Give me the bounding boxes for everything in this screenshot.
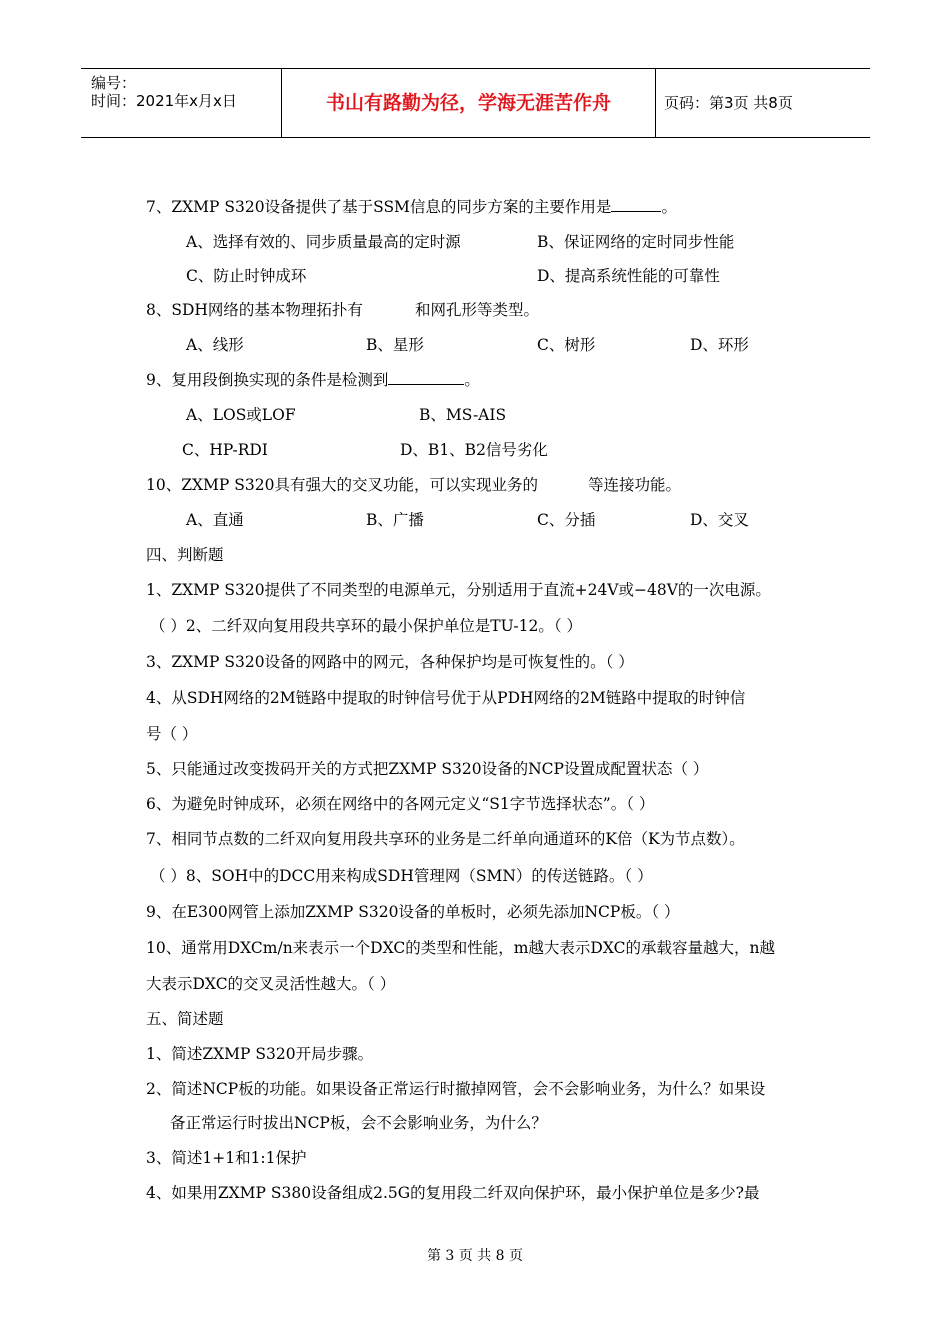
- section-5-title: 五、简述题: [146, 1010, 224, 1028]
- q7-option-c: C、防止时钟成环: [186, 267, 307, 285]
- q9-option-c: C、HP-RDI: [182, 441, 268, 459]
- sa-line: 1、简述ZXMP S320开局步骤。: [146, 1045, 374, 1063]
- sa-line: 4、如果用ZXMP S380设备组成2.5G的复用段二纤双向保护环，最小保护单位是多少?最: [146, 1184, 760, 1202]
- q8-option-a: A、线形: [186, 336, 244, 354]
- sa-line: 2、简述NCP板的功能。如果设备正常运行时撤掉网管，会不会影响业务，为什么？如果设: [146, 1080, 766, 1098]
- tf-line: 大表示DXC的交叉灵活性越大。（ ）: [146, 975, 396, 993]
- question-10: 10、ZXMP S320具有强大的交叉功能，可以实现业务的 等连接功能。: [146, 476, 681, 494]
- q9-option-d: D、B1、B2信号劣化: [400, 441, 548, 459]
- number-label: 编号：: [91, 74, 137, 92]
- tf-line: 4、从SDH网络的2M链路中提取的时钟信号优于从PDH网络的2M链路中提取的时钟信: [146, 689, 746, 707]
- page-footer: 第 3 页 共 8 页: [426, 1248, 524, 1264]
- q8-option-d: D、环形: [690, 336, 749, 354]
- q9-option-b: B、MS-AIS: [419, 406, 507, 424]
- q10-option-b: B、广播: [366, 511, 424, 529]
- section-4-title: 四、判断题: [146, 546, 224, 564]
- tf-line: 10、通常用DXCm/n来表示一个DXC的类型和性能，m越大表示DXC的承载容量越大，n越: [146, 939, 775, 957]
- sa-line: 3、简述1+1和1:1保护: [146, 1149, 307, 1167]
- sa-line: 备正常运行时拔出NCP板，会不会影响业务，为什么？: [170, 1114, 547, 1132]
- question-8: 8、SDH网络的基本物理拓扑有 和网孔形等类型。: [146, 301, 539, 319]
- page-info: 页码：第3页 共8页: [664, 94, 793, 112]
- tf-line: 5、只能通过改变拨码开关的方式把ZXMP S320设备的NCP设置成配置状态（ ）: [146, 760, 709, 778]
- motto: 书山有路勤为径，学海无涯苦作舟: [325, 92, 611, 114]
- tf-line: （ ）2、二纤双向复用段共享环的最小保护单位是TU-12。（ ）: [150, 617, 583, 635]
- tf-line: 号（ ）: [146, 725, 198, 743]
- header-right-cell: [656, 69, 870, 137]
- q7-option-b: B、保证网络的定时同步性能: [537, 233, 735, 251]
- header-left-cell: [81, 69, 282, 137]
- question-7: 7、ZXMP S320设备提供了基于SSM信息的同步方案的主要作用是 。: [146, 198, 677, 216]
- tf-line: 3、ZXMP S320设备的网路中的网元，各种保护均是可恢复性的。（ ）: [146, 653, 634, 671]
- tf-line: 9、在E300网管上添加ZXMP S320设备的单板时，必须先添加NCP板。（ ）: [146, 903, 680, 921]
- answer-blank: [611, 197, 661, 212]
- q8-option-c: C、树形: [537, 336, 596, 354]
- q10-option-c: C、分插: [537, 511, 596, 529]
- q10-option-a: A、直通: [186, 511, 244, 529]
- tf-line: （ ）8、SOH中的DCC用来构成SDH管理网（SMN）的传送链路。（ ）: [150, 867, 653, 885]
- tf-line: 1、ZXMP S320提供了不同类型的电源单元，分别适用于直流+24V或−48V的一次电源。: [146, 581, 771, 599]
- q7-option-d: D、提高系统性能的可靠性: [537, 267, 720, 285]
- answer-blank: [388, 370, 464, 385]
- q8-option-b: B、星形: [366, 336, 424, 354]
- tf-line: 7、相同节点数的二纤双向复用段共享环的业务是二纤单向通道环的K倍（K为节点数）。: [146, 830, 745, 848]
- question-9: 9、复用段倒换实现的条件是检测到 。: [146, 371, 480, 389]
- tf-line: 6、为避免时钟成环，必须在网络中的各网元定义“S1字节选择状态”。（ ）: [146, 795, 655, 813]
- q7-option-a: A、选择有效的、同步质量最高的定时源: [186, 233, 461, 251]
- q9-option-a: A、LOS或LOF: [186, 406, 296, 424]
- header-center-cell: [282, 69, 656, 137]
- time-label: 时间：2021年x月x日: [91, 92, 237, 110]
- q10-option-d: D、交叉: [690, 511, 749, 529]
- page-header: [81, 68, 870, 138]
